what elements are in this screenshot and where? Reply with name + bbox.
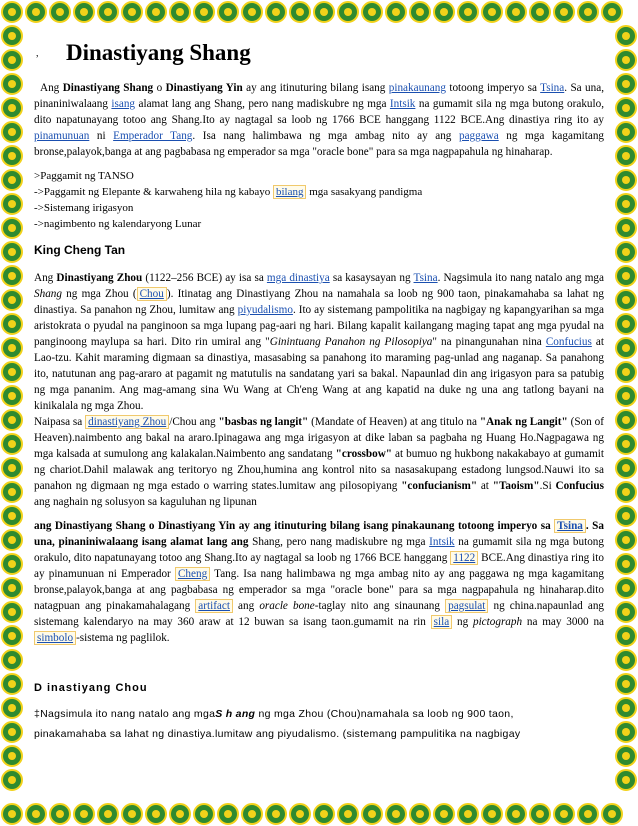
link-intsik[interactable]: Intsik — [429, 536, 455, 548]
border-ornament-icon — [601, 803, 623, 825]
border-ornament-icon — [433, 1, 455, 23]
border-ornament-icon — [409, 803, 431, 825]
chou-line: ‡Nagsimula ito nang natalo ang mgaS h ang ng mga Zhou (Chou)namahala sa loob ng 900 taon, — [34, 708, 514, 720]
border-ornament-icon — [615, 721, 637, 743]
border-ornament-icon — [601, 1, 623, 23]
border-ornament-icon — [1, 649, 23, 671]
border-ornament-icon — [615, 193, 637, 215]
border-ornament-icon — [1, 529, 23, 551]
border-ornament-icon — [265, 1, 287, 23]
border-ornament-icon — [553, 803, 575, 825]
border-ornament-icon — [615, 217, 637, 239]
border-ornament-icon — [615, 97, 637, 119]
border-ornament-icon — [481, 1, 503, 23]
border-ornament-icon — [25, 803, 47, 825]
border-ornament-icon — [241, 1, 263, 23]
border-ornament-icon — [217, 1, 239, 23]
border-ornament-icon — [1, 49, 23, 71]
border-ornament-icon — [1, 721, 23, 743]
border-ornament-icon — [615, 553, 637, 575]
border-ornament-icon — [505, 1, 527, 23]
border-ornament-icon — [615, 361, 637, 383]
border-ornament-icon — [1, 73, 23, 95]
border-ornament-icon — [529, 1, 551, 23]
border-ornament-icon — [1, 121, 23, 143]
list-item: ->Paggamit ng Elepante & karwaheng hila ng kabayo bilang mga sasakyang pandigma — [34, 186, 423, 198]
border-ornament-icon — [169, 1, 191, 23]
border-ornament-icon — [193, 803, 215, 825]
border-ornament-icon — [337, 1, 359, 23]
border-ornament-icon — [1, 577, 23, 599]
link-1122[interactable]: 1122 — [450, 551, 478, 565]
border-ornament-icon — [1, 97, 23, 119]
border-ornament-icon — [313, 1, 335, 23]
border-ornament-icon — [73, 1, 95, 23]
border-ornament-icon — [615, 577, 637, 599]
zhou-paragraph-2: Naipasa sa dinastiyang Zhou /Chou ang "basbas ng langit" (Mandate of Heaven) at ang titulo na "Anak ng Langit" (Son of Heaven).naimbento ang bakal na araro.Ipinagawa ang mga irigasyon at dike laban sa pagbaha ng Huang Ho.Nagpagawa ng mga kalsada at sumulong ang kalakalan.Naimbento ang sandatang "crossbow" at bumuo ng hukbong nakakabayo at gumamit ng chariot.Dahil malawak ang teritoryo ng Zhou,humina ang kontrol nito sa nasasakupang estadong lungsod.Nauwi ito sa panahon ng digmaan ng mga estado o warring states.lumitaw ang pilosopiyang "confucianism" at "Taoism".Si Confucius ang naghain ng solusyon sa kaguluhan ng lipunan — [34, 416, 604, 508]
link-tsina[interactable]: Tsina — [413, 272, 438, 284]
border-ornament-icon — [361, 1, 383, 23]
border-ornament-icon — [615, 169, 637, 191]
border-ornament-icon — [1, 265, 23, 287]
border-ornament-icon — [1, 769, 23, 791]
link-sila[interactable]: sila — [431, 615, 453, 629]
border-ornament-icon — [577, 803, 599, 825]
border-ornament-icon — [615, 145, 637, 167]
border-ornament-icon — [615, 313, 637, 335]
border-ornament-icon — [289, 803, 311, 825]
border-ornament-icon — [145, 803, 167, 825]
intro-paragraph: Ang Dinastiyang Shang o Dinastiyang Yin ay ang itinuturing bilang isang pinakaunang totoong imperyo sa Tsina. Sa una, pinaniniwalaang isang alamat lang ang Shang, pero nang madiskubre ng mga Intsik na gumamit sila ng mga butong orakulo, dito napatunayang totoo ang Shang.Ito ay nagtagal sa loob ng 1766 BCE hanggang 1122 BCE.Ang dinastiya ring ito ay pinamunuan ni Emperador Tang. Isa nang halimbawa ng mga ambag nito ay ang paggawa ng mga kagamitang bronse,palayok,banga at ang pagbabasa ng emperador sa mga "oracle bone" para sa mga nagpapahula ng hinaharap. — [34, 82, 605, 158]
border-ornament-icon — [97, 1, 119, 23]
border-ornament-icon — [615, 433, 637, 455]
document-body — [34, 34, 604, 744]
link-paggawa[interactable]: paggawa — [458, 130, 499, 142]
bullet-mark: , — [36, 48, 39, 59]
link-bilang[interactable]: bilang — [273, 185, 307, 199]
link-pinakaunang[interactable]: pinakaunang — [388, 82, 446, 94]
link-simbolo[interactable]: simbolo — [34, 631, 76, 645]
border-ornament-icon — [49, 803, 71, 825]
border-ornament-icon — [1, 625, 23, 647]
border-ornament-icon — [615, 649, 637, 671]
border-ornament-icon — [337, 803, 359, 825]
border-ornament-icon — [1, 601, 23, 623]
border-ornament-icon — [1, 409, 23, 431]
border-ornament-icon — [615, 625, 637, 647]
border-ornament-icon — [457, 803, 479, 825]
border-ornament-icon — [1, 481, 23, 503]
border-ornament-icon — [1, 553, 23, 575]
border-ornament-icon — [1, 217, 23, 239]
section-heading-chou: D inastiyang Chou — [34, 682, 148, 694]
border-ornament-icon — [1, 169, 23, 191]
border-ornament-icon — [615, 73, 637, 95]
link-pinamunuan[interactable]: pinamunuan — [34, 130, 90, 142]
border-ornament-icon — [289, 1, 311, 23]
border-ornament-icon — [505, 803, 527, 825]
border-ornament-icon — [1, 289, 23, 311]
border-ornament-icon — [1, 803, 23, 825]
shang-paragraph-2: ang Dinastiyang Shang o Dinastiyang Yin ay ang itinuturing bilang isang pinakaunang totoong imperyo sa Tsina . Sa una, pinaniniwalaang isang alamat lang ang Shang, pero nang madiskubre ng mga Intsik na gumamit sila ng mga butong orakulo, dito napatunayang totoo ang Shang.Ito ay nagtagal sa loob ng 1766 BCE hanggang 1122 BCE.Ang dinastiya ring ito ay pinamunuan ni Emperador Cheng Tang. Isa nang halimbawa ng mga ambag nito ay ang paggawa ng mga kagamitang bronse,palayok,banga at ang pagbabasa ng emperador sa mga "oracle bone" para sa mga nagpapahula ng hinaharap.dito natagpuan ang pinakamahalagang artifact ang oracle bone-taglay nito ang sinaunang pagsulat ng china.napaunlad ang sistemang kalendaryo na may 360 araw at 12 buwan sa isang taon.gumamit na rin sila ng pictograph na may 3000 na simbolo -sistema ng paglilok. — [34, 520, 605, 644]
border-ornament-icon — [1, 385, 23, 407]
border-ornament-icon — [615, 697, 637, 719]
border-ornament-icon — [1, 337, 23, 359]
border-ornament-icon — [615, 745, 637, 767]
border-ornament-icon — [615, 505, 637, 527]
border-ornament-icon — [1, 697, 23, 719]
link-tsina[interactable]: Tsina — [554, 519, 586, 533]
border-ornament-icon — [1, 457, 23, 479]
border-ornament-icon — [615, 337, 637, 359]
border-ornament-icon — [409, 1, 431, 23]
border-ornament-icon — [615, 481, 637, 503]
border-ornament-icon — [615, 385, 637, 407]
border-ornament-icon — [49, 1, 71, 23]
link-emperador-tang[interactable]: Emperador Tang — [113, 130, 193, 142]
border-ornament-icon — [615, 601, 637, 623]
decorative-border-bottom — [0, 802, 638, 826]
border-ornament-icon — [577, 1, 599, 23]
border-ornament-icon — [615, 457, 637, 479]
list-item: ->Sistemang irigasyon — [34, 202, 134, 214]
border-ornament-icon — [1, 361, 23, 383]
border-ornament-icon — [385, 803, 407, 825]
link-mga-dinastiya[interactable]: mga dinastiya — [266, 272, 330, 284]
decorative-border-top — [0, 0, 638, 24]
page-title: Dinastiyang Shang — [66, 40, 251, 65]
zhou-paragraph: Ang Dinastiyang Zhou (1122–256 BCE) ay isa sa mga dinastiya sa kasaysayan ng Tsina. Nagsimula ito nang natalo ang mga Shang ng mga Zhou ( Chou ). Itinatag ang Dinastiyang Zhou na namahala sa loob ng 900 taon, pinakamahaba sa lahat ng dinastiya. Sa panahon ng Zhou, lumitaw ang piyudalismo. Ito ay sistemang pampolitika na nagbigay ng kapangyarihan sa mga aristokrata o pyudal na panginoon sa mga lupang pag-aari ng hari. Bilang kapalit kailangang maging tapat ang mga pyudal na panginoong maylupa sa hari. Dito rin umiral ang "Ginintuang Panahon ng Pilosopiya" na pinangunahan nina Confucius at Lao-tzu. Kahit maraming digmaan sa dinastiya, masasabing sa panahong ito maraming pag-unlad ang naganap. Sa panahong ito, natutunan ang pag-araro at pagamit ng matutulis na sandatang yari sa bakal. Napaunlad din ang irigasyon para sa patubig ng mga pananim. Ang mag-amang sina Wu Wang at Ch'eng Wang at ang kapatid na duke ng una ang tatlong bayani na kinikalala ng mga Zhou. — [34, 272, 604, 412]
link-isang[interactable]: isang — [111, 98, 136, 110]
chou-line: pinakamahaba sa lahat ng dinastiya.lumitaw ang piyudalismo. (sistemang pampulitika na nagbigay — [34, 728, 521, 740]
border-ornament-icon — [313, 803, 335, 825]
border-ornament-icon — [1, 1, 23, 23]
border-ornament-icon — [97, 803, 119, 825]
border-ornament-icon — [145, 1, 167, 23]
achievements-list — [34, 168, 604, 232]
border-ornament-icon — [1, 745, 23, 767]
border-ornament-icon — [73, 803, 95, 825]
decorative-border-right — [614, 24, 638, 802]
border-ornament-icon — [1, 25, 23, 47]
border-ornament-icon — [1, 313, 23, 335]
border-ornament-icon — [265, 803, 287, 825]
link-dinastiyang-zhou[interactable]: dinastiyang Zhou — [85, 415, 169, 429]
border-ornament-icon — [615, 289, 637, 311]
border-ornament-icon — [553, 1, 575, 23]
border-ornament-icon — [217, 803, 239, 825]
border-ornament-icon — [1, 433, 23, 455]
border-ornament-icon — [169, 803, 191, 825]
border-ornament-icon — [615, 529, 637, 551]
border-ornament-icon — [615, 673, 637, 695]
section-heading-king: King Cheng Tan — [34, 243, 126, 257]
border-ornament-icon — [361, 803, 383, 825]
border-ornament-icon — [615, 265, 637, 287]
link-confucius[interactable]: Confucius — [545, 336, 592, 348]
border-ornament-icon — [385, 1, 407, 23]
border-ornament-icon — [529, 803, 551, 825]
border-ornament-icon — [615, 25, 637, 47]
chou-paragraph — [34, 704, 604, 744]
border-ornament-icon — [121, 803, 143, 825]
decorative-border-left — [0, 24, 24, 802]
border-ornament-icon — [1, 193, 23, 215]
border-ornament-icon — [1, 673, 23, 695]
border-ornament-icon — [433, 803, 455, 825]
link-chou[interactable]: Chou — [137, 287, 167, 301]
border-ornament-icon — [121, 1, 143, 23]
border-ornament-icon — [1, 145, 23, 167]
list-item: >Paggamit ng TANSO — [34, 170, 134, 182]
border-ornament-icon — [481, 803, 503, 825]
link-cheng[interactable]: Cheng — [175, 567, 210, 581]
border-ornament-icon — [615, 409, 637, 431]
link-piyudalismo[interactable]: piyudalismo — [237, 304, 293, 316]
border-ornament-icon — [1, 505, 23, 527]
link-tsina[interactable]: Tsina — [540, 82, 565, 94]
border-ornament-icon — [193, 1, 215, 23]
border-ornament-icon — [1, 241, 23, 263]
border-ornament-icon — [457, 1, 479, 23]
link-intsik[interactable]: Intsik — [389, 98, 416, 110]
border-ornament-icon — [615, 241, 637, 263]
link-artifact[interactable]: artifact — [195, 599, 233, 613]
border-ornament-icon — [615, 49, 637, 71]
border-ornament-icon — [25, 1, 47, 23]
border-ornament-icon — [615, 769, 637, 791]
border-ornament-icon — [241, 803, 263, 825]
list-item: ->nagimbento ng kalendaryong Lunar — [34, 218, 202, 230]
border-ornament-icon — [615, 121, 637, 143]
link-pagsulat[interactable]: pagsulat — [445, 599, 488, 613]
